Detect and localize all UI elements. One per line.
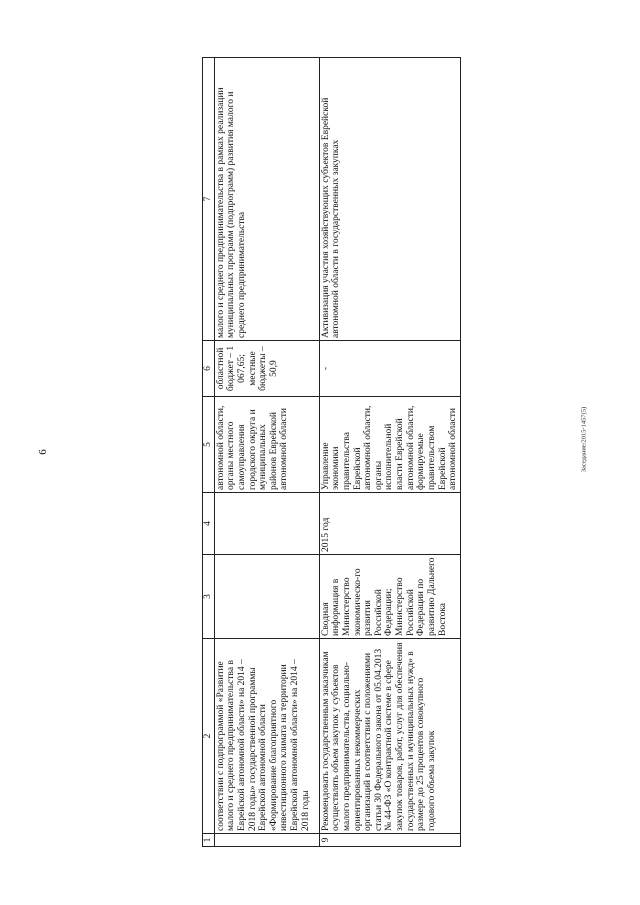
deadline-cell	[214, 493, 319, 555]
funding-cell: областной бюджет – 1 067,65; местные бюджеты – 50,9	[214, 341, 319, 397]
column-number-1: 1	[203, 834, 215, 847]
result-cell: малого и среднего предпринимательства в рамках реализации муниципальных программ (подпрограмм) развития малого и среднего предпринимательства	[214, 58, 319, 341]
funding-cell: -	[319, 341, 460, 397]
result-cell: Активизация участия хозяйствующих субъектов Еврейской автономной области в государственных закупках	[319, 58, 460, 341]
report-form-cell	[214, 555, 319, 639]
measure-cell: Рекомендовать государственным заказчикам осуществлять объем закупок у субъектов малого предпринимательства, социально-ориентированных некоммерческих организаций в соответствии с положениями статьи 30 Федерального закона от 05.04.2013 № 44-ФЗ «О контрактной системе в сфере закупок товаров, работ, услуг для обеспечения государственных и муниципальных нужд» в размере до 25 процентов совокупного годового объема закупок	[319, 639, 460, 834]
page-number: 6	[37, 449, 49, 455]
column-number-6: 6	[203, 341, 215, 397]
column-number-4: 4	[203, 493, 215, 555]
column-number-2: 2	[203, 639, 215, 834]
measure-cell: соответствии с подпрограммой «Развитие малого и среднего предпринимательства в Еврейской автономной области» на 2014 – 2018 годы» государственной программы Еврейской автономной области «Формирование благоприятного инвестиционного климата на территории Еврейской автономной области» на 2014 – 2018 годы	[214, 639, 319, 834]
measures-table	[202, 57, 461, 847]
table-row	[319, 58, 460, 847]
executor-cell: автономной области, органы местного самоуправления городского округа и муниципальных районов Еврейской автономной области	[214, 397, 319, 493]
executor-cell: Управление экономики правительства Еврейской автономной области, органы исполнительной власти Еврейской автономной области, формируемые правительством Еврейской автономной области	[319, 397, 460, 493]
column-number-3: 3	[203, 555, 215, 639]
report-form-cell: Сводная информация в Министерство экономическо-го развития Российской Федерации; Министерство Российской Федерации по развитию Дальнего Востока	[319, 555, 460, 639]
document-code: Заседание/2015-1457(5)	[580, 406, 588, 473]
column-number-7: 7	[203, 58, 215, 341]
row-number-cell	[214, 834, 319, 847]
table-row	[214, 58, 319, 847]
column-number-5: 5	[203, 397, 215, 493]
row-number-cell: 9	[319, 834, 460, 847]
header-row	[203, 58, 215, 847]
rotated-table-container	[202, 58, 459, 847]
deadline-cell: 2015 год	[319, 493, 460, 555]
